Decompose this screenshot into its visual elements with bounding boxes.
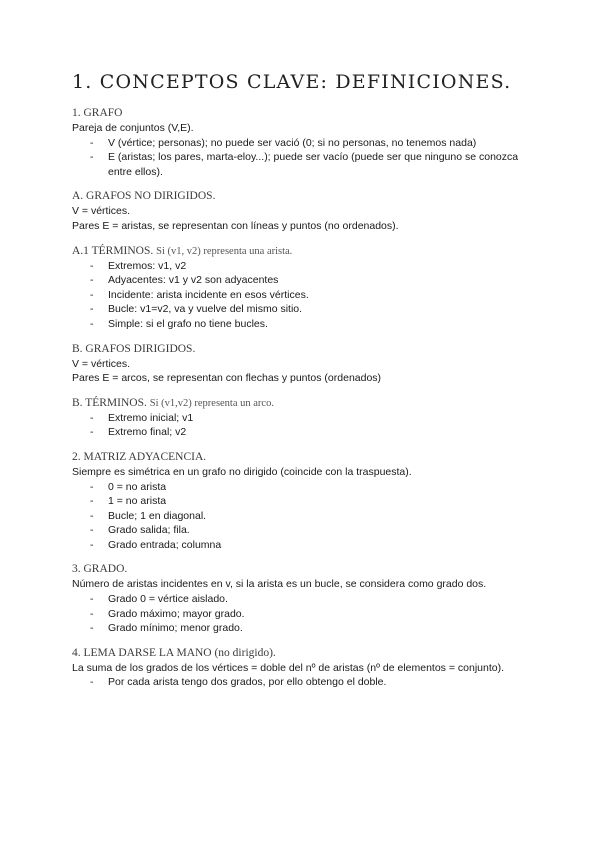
section-heading: A. GRAFOS NO DIRIGIDOS. (72, 190, 216, 203)
list-item: - Adyacentes: v1 y v2 son adyacentes (72, 273, 532, 288)
section-heading: 3. GRADO. (72, 563, 128, 576)
paragraph: Siempre es simétrica en un grafo no dirigido (coincide con la traspuesta). (72, 465, 412, 478)
section-matriz-adyacencia (72, 450, 532, 553)
list-item: - Simple: si el grafo no tiene bucles. (72, 317, 532, 332)
list-item: - Bucle: v1=v2, va y vuelve del mismo sitio. (72, 302, 532, 317)
list-item: - Extremo final; v2 (72, 425, 532, 440)
list-item: - Grado 0 = vértice aislado. (72, 592, 532, 607)
list-item: - Grado máximo; mayor grado. (72, 607, 532, 622)
bullet-list (72, 136, 532, 180)
list-item: - Grado salida; fila. (72, 523, 532, 538)
list-item: - V (vértice; personas); no puede ser vació (0; si no personas, no tenemos nada) (72, 136, 532, 151)
list-item: - E (aristas; los pares, marta-eloy...); puede ser vacío (puede ser que ninguno se conozca entre ellos). (72, 150, 532, 179)
bullet-list (72, 592, 532, 636)
bullet-list (72, 411, 532, 440)
paragraph: V = vértices. (72, 357, 131, 370)
heading-text: B. TÉRMINOS. (72, 396, 147, 409)
list-item: - Extremos: v1, v2 (72, 259, 532, 274)
section-lema-darse-la-mano (72, 646, 532, 690)
heading-text: A.1 TÉRMINOS. (72, 244, 154, 257)
paragraph: V = vértices. (72, 205, 131, 218)
list-item: - Bucle; 1 en diagonal. (72, 509, 532, 524)
section-grafos-dirigidos (72, 342, 532, 386)
paragraph: Pares E = aristas, se representan con líneas y puntos (no ordenados). (72, 219, 399, 232)
list-item: - 0 = no arista (72, 480, 532, 495)
section-grafo (72, 106, 532, 179)
section-terminos-no-dirigidos (72, 244, 532, 332)
list-item: - Incidente: arista incidente en esos vértices. (72, 288, 532, 303)
section-heading: B. GRAFOS DIRIGIDOS. (72, 342, 196, 355)
list-item: - Por cada arista tengo dos grados, por ello obtengo el doble. (72, 675, 532, 690)
section-heading (72, 244, 532, 259)
bullet-list (72, 480, 532, 553)
section-grafos-no-dirigidos (72, 189, 532, 233)
bullet-list (72, 675, 532, 690)
section-heading: 2. MATRIZ ADYACENCIA. (72, 450, 207, 463)
page-title: 1. CONCEPTOS CLAVE: DEFINICIONES. (72, 71, 512, 93)
section-heading (72, 396, 532, 411)
paragraph: Pares E = arcos, se representan con flechas y puntos (ordenados) (72, 372, 382, 385)
heading-subtext: Si (v1,v2) representa un arco. (149, 397, 274, 409)
section-grado (72, 562, 532, 635)
list-item: - Grado mínimo; menor grado. (72, 621, 532, 636)
paragraph: Pareja de conjuntos (V,E). (72, 122, 194, 134)
list-item: - Grado entrada; columna (72, 538, 532, 553)
section-heading: 1. GRAFO (72, 107, 123, 119)
paragraph: La suma de los grados de los vértices = doble del nº de aristas (nº de elementos = conjunto). (72, 661, 505, 674)
paragraph: Número de aristas incidentes en v, si la arista es un bucle, se considera como grado dos. (72, 578, 487, 591)
section-heading: 4. LEMA DARSE LA MANO (no dirigido). (72, 646, 276, 659)
section-terminos-dirigidos (72, 396, 532, 440)
list-item: - Extremo inicial; v1 (72, 411, 532, 426)
heading-subtext: Si (v1, v2) representa una arista. (156, 245, 293, 257)
document-page (72, 70, 532, 700)
list-item: - 1 = no arista (72, 494, 532, 509)
bullet-list (72, 259, 532, 332)
